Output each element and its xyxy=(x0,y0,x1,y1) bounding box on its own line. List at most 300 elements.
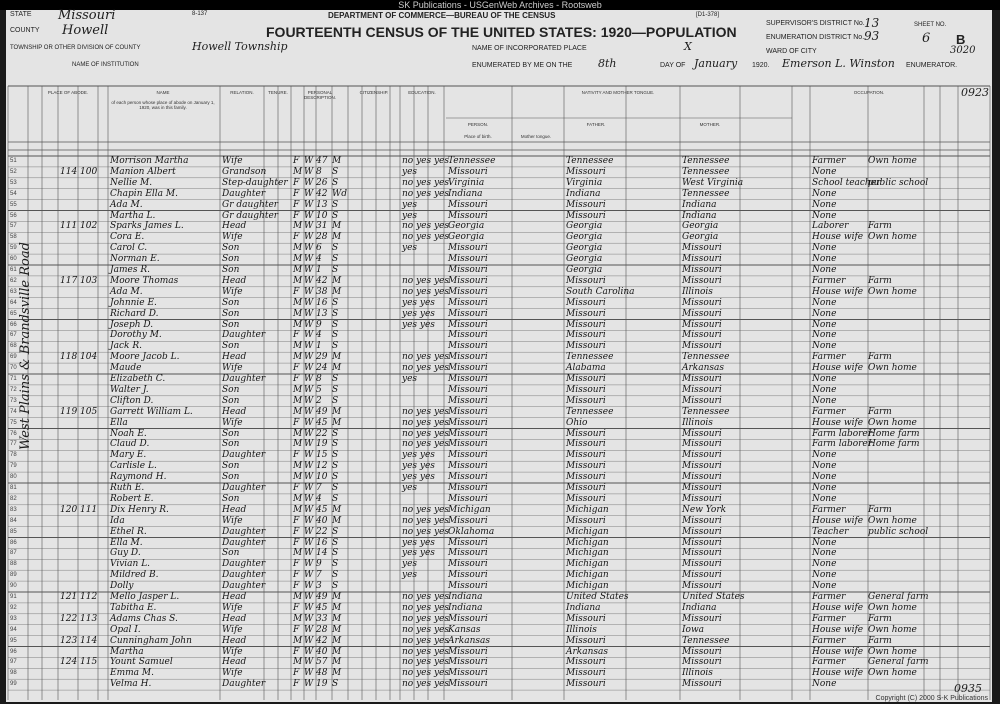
col-name: NAME xyxy=(156,90,170,95)
sex: M xyxy=(293,428,303,439)
birthplace: Missouri xyxy=(448,319,488,330)
person-name: Mello Jasper L. xyxy=(110,592,180,602)
family-number xyxy=(80,494,98,505)
industry: Farm xyxy=(868,275,892,286)
census-rows xyxy=(6,10,992,702)
relation: Son xyxy=(222,384,240,395)
family-number xyxy=(80,189,98,200)
occupation: Farmer xyxy=(812,156,846,166)
table-row xyxy=(6,614,992,625)
family-number xyxy=(80,472,98,483)
industry xyxy=(868,559,924,570)
table-row xyxy=(6,516,992,527)
person-name: Manion Albert xyxy=(110,166,176,177)
father-birthplace: Missouri xyxy=(566,668,606,679)
education: no yes yes xyxy=(402,635,449,646)
col-place-of-birth: Place of birth. xyxy=(464,134,492,139)
incorporated-value: X xyxy=(684,40,692,53)
mother-birthplace: Missouri xyxy=(682,679,722,690)
person-name: Ethel R. xyxy=(110,526,147,537)
mother-birthplace: Missouri xyxy=(682,243,722,254)
industry xyxy=(868,385,924,396)
person-name: James R. xyxy=(110,265,150,275)
marital-status: S xyxy=(332,570,339,581)
occupation: None xyxy=(812,570,837,581)
sheet-number: 6 xyxy=(922,31,931,46)
house-number xyxy=(60,232,78,243)
race: W xyxy=(304,526,314,537)
race: W xyxy=(304,483,314,493)
relation: Son xyxy=(222,493,240,504)
father-birthplace: Missouri xyxy=(566,428,606,439)
person-name: Ida xyxy=(110,515,125,526)
mother-birthplace: Missouri xyxy=(682,493,722,504)
father-birthplace: Missouri xyxy=(566,472,606,483)
table-row xyxy=(6,221,992,232)
relation: Daughter xyxy=(222,559,266,570)
race: W xyxy=(304,177,314,188)
township-value: Howell Township xyxy=(192,40,288,53)
father-birthplace: Missouri xyxy=(566,374,606,384)
race: W xyxy=(304,592,314,602)
person-name: Ella M. xyxy=(110,537,143,548)
table-row xyxy=(6,461,992,472)
relation: Son xyxy=(222,428,240,439)
birthplace: Missouri xyxy=(448,166,488,177)
house-number xyxy=(60,483,78,494)
house-number xyxy=(60,189,78,200)
family-number: 105 xyxy=(80,406,98,417)
occupation: Farm laborer xyxy=(812,439,873,450)
mother-birthplace: Tennessee xyxy=(682,635,730,646)
mother-birthplace: Missouri xyxy=(682,657,722,668)
birthplace: Missouri xyxy=(448,537,488,548)
relation: Daughter xyxy=(222,679,266,690)
mother-birthplace: Missouri xyxy=(682,570,722,581)
family-number: 113 xyxy=(80,613,98,624)
age: 4 xyxy=(316,330,322,341)
col-citizenship: CITIZENSHIP. xyxy=(359,90,389,95)
age: 42 xyxy=(316,635,328,646)
corner-number: 0923 xyxy=(961,86,989,99)
relation: Wife xyxy=(222,515,243,526)
age: 45 xyxy=(316,602,328,613)
industry xyxy=(868,679,924,690)
relation: Head xyxy=(222,221,247,232)
col-relation: RELATION. xyxy=(230,90,254,95)
line-number: 98 xyxy=(10,670,17,677)
mother-birthplace: Missouri xyxy=(682,515,722,526)
marital-status: S xyxy=(332,177,339,188)
education: yes yes xyxy=(402,472,435,483)
father-birthplace: Michigan xyxy=(566,570,609,581)
relation: Grandson xyxy=(222,166,267,177)
age: 13 xyxy=(316,308,328,319)
birthplace: Missouri xyxy=(448,657,488,668)
race: W xyxy=(304,363,314,374)
industry: Farm xyxy=(868,613,892,624)
marital-status: S xyxy=(332,439,339,450)
father-birthplace: Michigan xyxy=(566,581,609,592)
father-birthplace: Tennessee xyxy=(566,406,614,417)
sex: F xyxy=(293,199,300,210)
house-number xyxy=(60,374,78,385)
col-name-instructions: of each person whose place of abode on January 1, 1920, was in this family. xyxy=(111,100,215,110)
occupation: None xyxy=(812,472,837,483)
person-name: Emma M. xyxy=(110,668,154,679)
marital-status: S xyxy=(332,472,339,483)
house-number xyxy=(60,494,78,505)
sex: F xyxy=(293,156,300,166)
sex: F xyxy=(293,668,300,679)
sex: F xyxy=(293,537,300,548)
house-number xyxy=(60,385,78,396)
mother-birthplace: Illinois xyxy=(682,286,713,297)
education: no yes yes xyxy=(402,526,449,537)
family-number: 114 xyxy=(80,635,98,646)
person-name: Nellie M. xyxy=(110,177,153,188)
marital-status: M xyxy=(332,286,342,297)
marital-status: S xyxy=(332,166,339,177)
occupation: None xyxy=(812,679,837,690)
relation: Gr daughter xyxy=(222,199,279,210)
line-number: 69 xyxy=(10,354,17,361)
father-birthplace: Alabama xyxy=(566,363,606,374)
birthplace: Indiana xyxy=(448,592,483,602)
supervisor-value: 13 xyxy=(864,16,880,30)
occupation: House wife xyxy=(812,363,864,374)
mother-birthplace: Indiana xyxy=(682,602,717,613)
birthplace: Missouri xyxy=(448,210,488,221)
table-row xyxy=(6,309,992,320)
table-row xyxy=(6,265,992,276)
person-name: Dolly xyxy=(110,581,134,592)
sex: M xyxy=(293,243,303,254)
table-row xyxy=(6,429,992,440)
marital-status: S xyxy=(332,384,339,395)
occupation: Laborer xyxy=(812,221,849,232)
marital-status: S xyxy=(332,395,339,406)
family-number xyxy=(80,309,98,320)
table-row xyxy=(6,570,992,581)
marital-status: S xyxy=(332,319,339,330)
person-name: Elizabeth C. xyxy=(110,374,166,384)
table-row xyxy=(6,243,992,254)
line-number: 85 xyxy=(10,528,17,535)
table-row xyxy=(6,548,992,559)
relation: Son xyxy=(222,243,240,254)
family-number: 102 xyxy=(80,221,98,232)
relation: Son xyxy=(222,472,240,483)
person-name: Garrett William L. xyxy=(110,406,193,417)
house-number xyxy=(60,450,78,461)
mother-birthplace: Missouri xyxy=(682,395,722,406)
mother-birthplace: Missouri xyxy=(682,581,722,592)
person-name: Richard D. xyxy=(110,308,159,319)
education: no yes yes xyxy=(402,221,449,232)
mother-birthplace: Missouri xyxy=(682,483,722,493)
person-name: Joseph D. xyxy=(110,319,154,330)
birthplace: Oklahoma xyxy=(448,526,495,537)
age: 22 xyxy=(316,526,328,537)
occupation: None xyxy=(812,395,837,406)
marital-status: M xyxy=(332,624,342,635)
marital-status: M xyxy=(332,635,342,646)
sex: M xyxy=(293,613,303,624)
sex: M xyxy=(293,406,303,417)
occupation: House wife xyxy=(812,232,864,243)
birthplace: Missouri xyxy=(448,548,488,559)
mother-birthplace: Tennessee xyxy=(682,166,730,177)
father-birthplace: Missouri xyxy=(566,657,606,668)
marital-status: S xyxy=(332,210,339,221)
age: 33 xyxy=(316,613,328,624)
education: no yes yes xyxy=(402,156,449,166)
table-row xyxy=(6,483,992,494)
house-number xyxy=(60,625,78,636)
industry xyxy=(868,396,924,407)
table-row xyxy=(6,287,992,298)
race: W xyxy=(304,352,314,363)
department-title: DEPARTMENT OF COMMERCE—BUREAU OF THE CENSUS xyxy=(328,11,556,20)
enumeration-label: ENUMERATION DISTRICT No. xyxy=(766,34,865,41)
house-number xyxy=(60,570,78,581)
marital-status: S xyxy=(332,428,339,439)
relation: Daughter xyxy=(222,374,266,384)
person-name: Robert E. xyxy=(110,493,154,504)
relation: Son xyxy=(222,265,240,275)
marital-status: M xyxy=(332,668,342,679)
line-number: 51 xyxy=(10,158,17,164)
mother-birthplace: Missouri xyxy=(682,319,722,330)
relation: Head xyxy=(222,657,247,668)
age: 3 xyxy=(316,581,322,592)
line-number: 53 xyxy=(10,179,17,186)
birthplace: Georgia xyxy=(448,232,485,243)
race: W xyxy=(304,384,314,395)
family-number xyxy=(80,341,98,352)
sex: M xyxy=(293,472,303,483)
birthplace: Missouri xyxy=(448,363,488,374)
family-number xyxy=(80,450,98,461)
person-name: Clifton D. xyxy=(110,395,154,406)
education: no yes yes xyxy=(402,275,449,286)
age: 12 xyxy=(316,461,328,472)
age: 31 xyxy=(316,221,328,232)
father-birthplace: Ohio xyxy=(566,417,588,428)
family-number xyxy=(80,243,98,254)
relation: Daughter xyxy=(222,537,266,548)
archive-banner: SK Publications - USGenWeb Archives - Rootsweb xyxy=(0,0,1000,10)
father-birthplace: Missouri xyxy=(566,330,606,341)
father-birthplace: Tennessee xyxy=(566,156,614,166)
table-row xyxy=(6,625,992,636)
mother-birthplace: Iowa xyxy=(682,624,705,635)
sex: M xyxy=(293,493,303,504)
age: 42 xyxy=(316,188,328,199)
father-birthplace: Missouri xyxy=(566,483,606,493)
relation: Head xyxy=(222,352,247,363)
house-number xyxy=(60,679,78,690)
line-number: 75 xyxy=(10,419,17,426)
industry: Own home xyxy=(868,363,917,374)
race: W xyxy=(304,265,314,275)
education: no yes yes xyxy=(402,592,449,602)
sex: M xyxy=(293,297,303,308)
family-number xyxy=(80,548,98,559)
sex: M xyxy=(293,657,303,668)
mother-birthplace: Missouri xyxy=(682,297,722,308)
age: 24 xyxy=(316,363,328,374)
industry xyxy=(868,472,924,483)
enumerator-label: ENUMERATOR. xyxy=(906,62,958,69)
house-number: 118 xyxy=(60,352,78,363)
table-row xyxy=(6,657,992,668)
year-text: 1920. xyxy=(752,62,770,69)
education xyxy=(402,494,446,505)
sex: M xyxy=(293,166,303,177)
family-number xyxy=(80,461,98,472)
house-number xyxy=(60,265,78,276)
occupation: None xyxy=(812,559,837,570)
age: 8 xyxy=(316,374,322,384)
line-number: 60 xyxy=(10,256,17,263)
age: 48 xyxy=(316,668,328,679)
industry: Farm xyxy=(868,635,892,646)
industry xyxy=(868,211,924,222)
father-birthplace: Tennessee xyxy=(566,352,614,363)
industry xyxy=(868,309,924,320)
age: 49 xyxy=(316,592,328,602)
family-number xyxy=(80,439,98,450)
person-name: Dix Henry R. xyxy=(110,504,169,515)
occupation: House wife xyxy=(812,624,864,635)
person-name: Cunningham John xyxy=(110,635,192,646)
race: W xyxy=(304,199,314,210)
line-number: 54 xyxy=(10,190,17,197)
person-name: Dorothy M. xyxy=(110,330,162,341)
education: yes xyxy=(402,374,418,384)
occupation: None xyxy=(812,166,837,177)
line-number: 79 xyxy=(10,463,17,470)
line-number: 92 xyxy=(10,604,17,611)
occupation: None xyxy=(812,243,837,254)
occupation: House wife xyxy=(812,515,864,526)
table-row xyxy=(6,232,992,243)
race: W xyxy=(304,548,314,559)
education: yes xyxy=(402,559,418,570)
relation: Daughter xyxy=(222,526,266,537)
occupation: None xyxy=(812,188,837,199)
marital-status: M xyxy=(332,646,342,657)
education: no yes yes xyxy=(402,188,449,199)
line-number: 99 xyxy=(10,681,17,688)
mother-birthplace: Missouri xyxy=(682,450,722,461)
sex: M xyxy=(293,384,303,395)
bottom-corner-number: 0935 xyxy=(954,682,982,695)
family-number xyxy=(80,429,98,440)
birthplace: Missouri xyxy=(448,341,488,352)
mother-birthplace: Missouri xyxy=(682,537,722,548)
person-name: Ada M. xyxy=(110,199,143,210)
age: 47 xyxy=(316,156,328,166)
stamp-number: 3020 xyxy=(950,45,976,56)
occupation: Farmer xyxy=(812,613,846,624)
sex: F xyxy=(293,581,300,592)
relation: Son xyxy=(222,439,240,450)
father-birthplace: Michigan xyxy=(566,548,609,559)
industry: Own home xyxy=(868,515,917,526)
person-name: Opal I. xyxy=(110,624,141,635)
industry: Home farm xyxy=(868,439,920,450)
relation: Wife xyxy=(222,646,243,657)
father-birthplace: Arkansas xyxy=(566,646,609,657)
age: 7 xyxy=(316,570,322,581)
birthplace: Missouri xyxy=(448,461,488,472)
house-number xyxy=(60,200,78,211)
family-number xyxy=(80,527,98,538)
age: 7 xyxy=(316,483,322,493)
marital-status: S xyxy=(332,341,339,352)
education: no yes yes xyxy=(402,624,449,635)
age: 19 xyxy=(316,439,328,450)
form-code: [D1-378] xyxy=(696,12,720,18)
education: yes yes xyxy=(402,308,435,319)
family-number xyxy=(80,363,98,374)
birthplace: Indiana xyxy=(448,602,483,613)
sex: F xyxy=(293,624,300,635)
relation: Wife xyxy=(222,232,243,243)
supervisor-label: SUPERVISOR'S DISTRICT No. xyxy=(766,20,865,27)
education: yes xyxy=(402,483,418,493)
relation: Son xyxy=(222,548,240,559)
education: no yes yes xyxy=(402,417,449,428)
relation: Wife xyxy=(222,624,243,635)
table-row xyxy=(6,276,992,287)
birthplace: Missouri xyxy=(448,450,488,461)
father-birthplace: Michigan xyxy=(566,526,609,537)
occupation: Farmer xyxy=(812,635,846,646)
industry: Own home xyxy=(868,646,917,657)
birthplace: Missouri xyxy=(448,581,488,592)
industry: Farm xyxy=(868,221,892,232)
person-name: Noah E. xyxy=(110,428,147,439)
sheet-label: SHEET NO. xyxy=(914,22,947,28)
sex: M xyxy=(293,461,303,472)
race: W xyxy=(304,559,314,570)
industry xyxy=(868,265,924,276)
mother-birthplace: Missouri xyxy=(682,646,722,657)
table-row xyxy=(6,374,992,385)
birthplace: Missouri xyxy=(448,439,488,450)
birthplace: Missouri xyxy=(448,493,488,504)
education: no yes yes xyxy=(402,286,449,297)
line-number: 57 xyxy=(10,223,17,230)
sex: F xyxy=(293,602,300,613)
line-number: 64 xyxy=(10,299,17,306)
relation: Head xyxy=(222,635,247,646)
relation: Son xyxy=(222,297,240,308)
father-birthplace: South Carolina xyxy=(566,286,635,297)
sex: F xyxy=(293,559,300,570)
education: no yes yes xyxy=(402,613,449,624)
industry xyxy=(868,538,924,549)
person-name: Guy D. xyxy=(110,548,141,559)
industry: Own home xyxy=(868,286,917,297)
race: W xyxy=(304,297,314,308)
marital-status: S xyxy=(332,199,339,210)
family-number xyxy=(80,559,98,570)
